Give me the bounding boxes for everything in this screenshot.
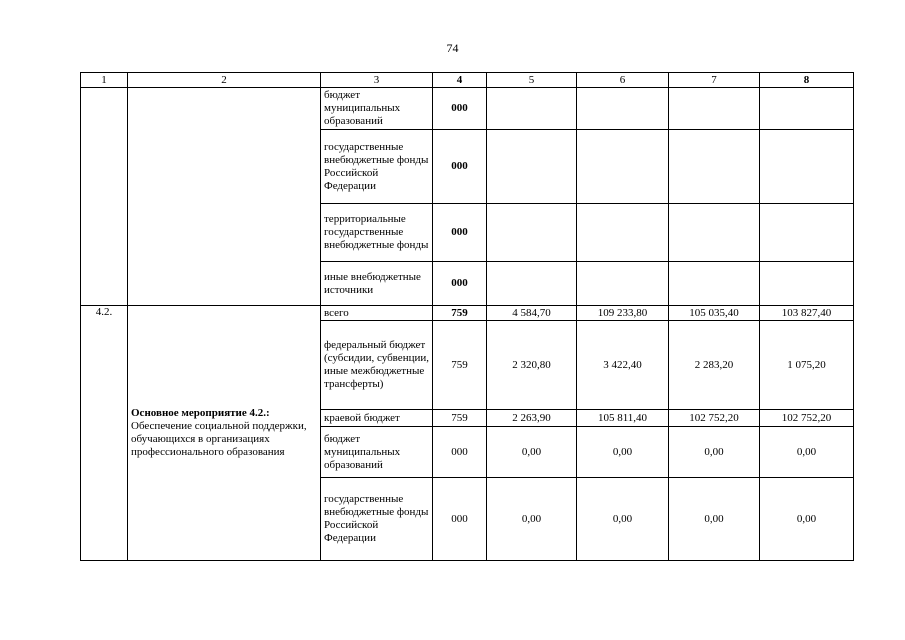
source-cell: краевой бюджет [321,410,433,427]
value-cell [669,262,760,306]
row-number-cell [81,88,128,306]
value-cell: 105 811,40 [577,410,669,427]
value-cell [577,130,669,204]
source-cell: бюджет муниципальных образований [321,427,433,478]
value-cell: 4 584,70 [487,306,577,321]
value-cell: 102 752,20 [760,410,854,427]
value-cell: 2 283,20 [669,321,760,410]
col-header-3: 3 [321,73,433,88]
description-cell [128,306,321,561]
measure-description: Обеспечение социальной поддержки, обучающихся в организациях профессионального образования [131,420,307,458]
col-header-6: 6 [577,73,669,88]
value-cell [669,88,760,130]
value-cell [760,88,854,130]
source-cell: государственные внебюджетные фонды Российской Федерации [321,478,433,561]
col-header-4: 4 [433,73,487,88]
value-cell [487,204,577,262]
code-cell: 000 [433,478,487,561]
col-header-7: 7 [669,73,760,88]
source-cell: всего [321,306,433,321]
value-cell [760,130,854,204]
value-cell: 2 263,90 [487,410,577,427]
header-row [81,73,854,88]
source-cell: иные внебюджетные источники [321,262,433,306]
code-cell: 759 [433,410,487,427]
value-cell: 0,00 [760,478,854,561]
table-row [81,88,854,130]
value-cell [760,262,854,306]
value-cell [487,262,577,306]
code-cell: 759 [433,321,487,410]
value-cell [577,204,669,262]
code-cell: 000 [433,427,487,478]
col-header-5: 5 [487,73,577,88]
col-header-8: 8 [760,73,854,88]
code-cell: 000 [433,88,487,130]
description-cell [128,88,321,306]
value-cell: 1 075,20 [760,321,854,410]
value-cell [487,88,577,130]
source-cell: федеральный бюджет (субсидии, субвенции, иные межбюджетные трансферты) [321,321,433,410]
value-cell: 109 233,80 [577,306,669,321]
value-cell: 0,00 [577,427,669,478]
value-cell [577,88,669,130]
col-header-2: 2 [128,73,321,88]
value-cell [669,130,760,204]
measure-title: Основное мероприятие 4.2.: [131,407,270,419]
table-row [81,306,854,321]
value-cell: 0,00 [760,427,854,478]
value-cell: 0,00 [669,427,760,478]
value-cell: 0,00 [669,478,760,561]
page-number: 74 [446,41,459,55]
value-cell: 0,00 [487,478,577,561]
value-cell: 105 035,40 [669,306,760,321]
value-cell: 0,00 [577,478,669,561]
value-cell: 2 320,80 [487,321,577,410]
value-cell: 3 422,40 [577,321,669,410]
value-cell [487,130,577,204]
value-cell: 103 827,40 [760,306,854,321]
budget-table [80,72,854,561]
value-cell [760,204,854,262]
value-cell [669,204,760,262]
code-cell: 759 [433,306,487,321]
source-cell: бюджет муниципальных образований [321,88,433,130]
source-cell: территориальные государственные внебюджетные фонды [321,204,433,262]
col-header-1: 1 [81,73,128,88]
code-cell: 000 [433,262,487,306]
row-number-cell: 4.2. [81,306,128,561]
value-cell: 0,00 [487,427,577,478]
value-cell [577,262,669,306]
source-cell: государственные внебюджетные фонды Российской Федерации [321,130,433,204]
code-cell: 000 [433,130,487,204]
value-cell: 102 752,20 [669,410,760,427]
code-cell: 000 [433,204,487,262]
